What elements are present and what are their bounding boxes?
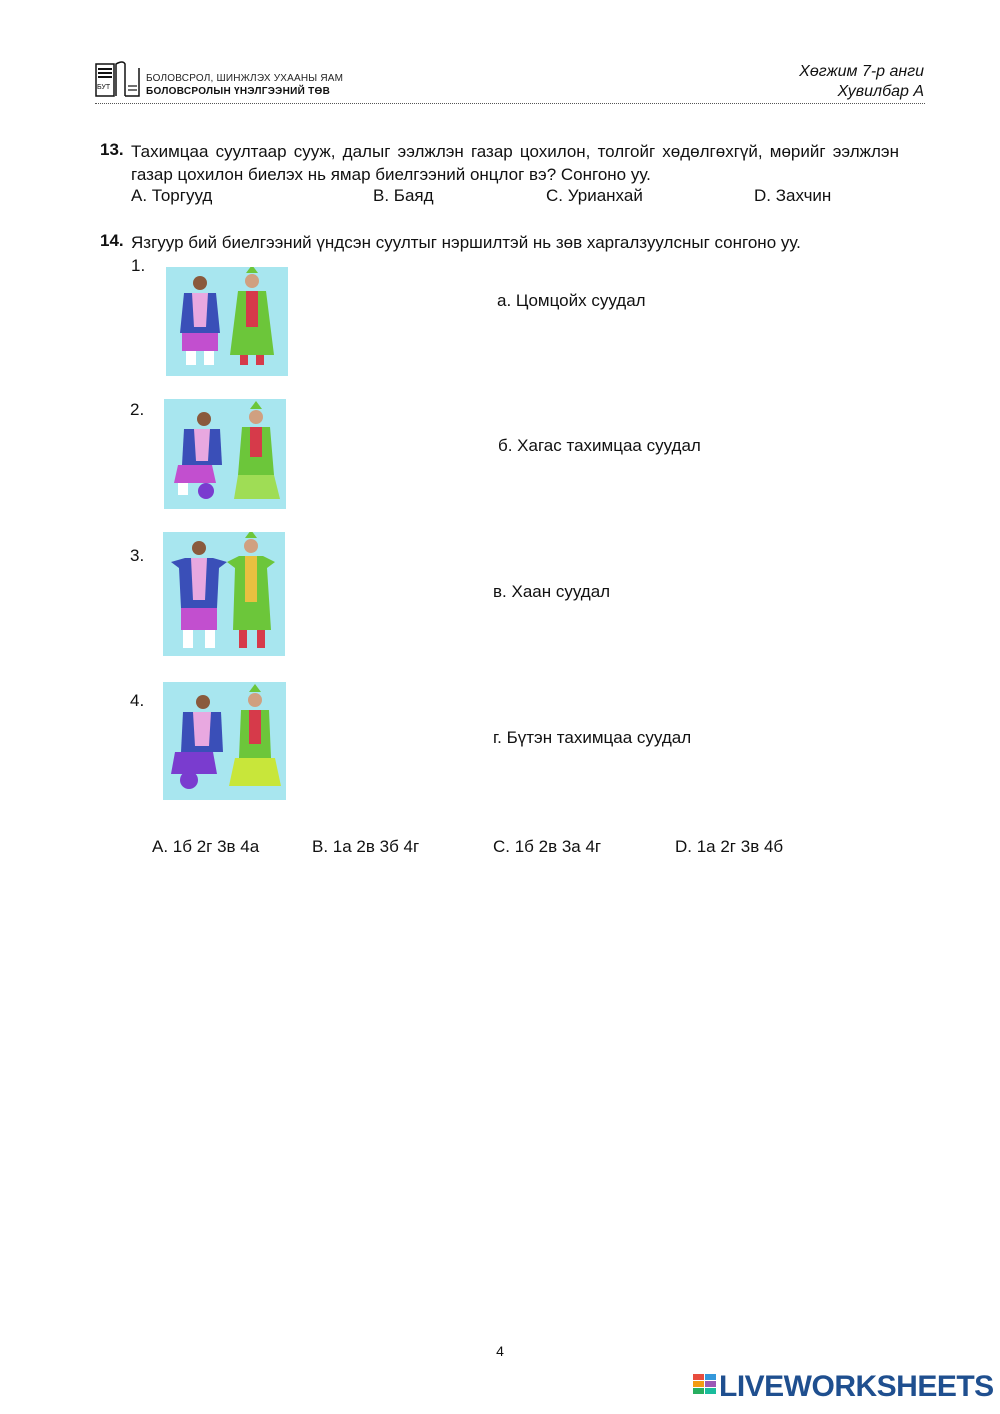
q13-option-c[interactable]: C. Урианхай <box>546 186 643 205</box>
org-line2: БОЛОВСРОЛЫН ҮНЭЛГЭЭНИЙ ТӨВ <box>146 86 331 97</box>
header-divider <box>95 103 925 104</box>
dance-pose-photo-3 <box>163 532 285 656</box>
liveworksheets-icon <box>693 1374 717 1400</box>
q13-option-b[interactable]: B. Баяд <box>373 186 434 205</box>
item-number: 1. <box>131 256 146 275</box>
q14-option-d[interactable]: D. 1а 2г 3в 4б <box>675 837 784 856</box>
match-label-c: в. Хаан суудал <box>493 582 611 601</box>
liveworksheets-logo <box>693 1370 994 1405</box>
q14-option-a[interactable]: A. 1б 2г 3в 4а <box>152 837 260 856</box>
q13-option-a[interactable]: A. Торгууд <box>131 186 213 205</box>
item-number: 4. <box>130 691 145 710</box>
dancers-image <box>163 532 285 656</box>
dancers-image <box>163 682 286 800</box>
match-label-b: б. Хагас тахимцаа суудал <box>498 436 701 455</box>
subject-title: Хөгжим 7-р анги <box>799 63 924 80</box>
q14-option-b[interactable]: B. 1а 2в 3б 4г <box>312 837 420 856</box>
question-text: Тахимцаа суултаар сууж, далыг ээлжлэн газар цохилон, толгойг хөдөлгөхгүй, мөрийг ээлжлэн газар цохилон биелэх нь ямар биелгээний онцлог вэ? Сонгоно уу. <box>131 142 899 184</box>
ministry-logo <box>95 60 141 98</box>
variant-title: Хувилбар А <box>837 83 924 100</box>
question-text: Язгуур бий биелгээний үндсэн суултыг нэршилтэй нь зөв харгалзуулсныг сонгоно уу. <box>131 233 801 252</box>
dancers-image <box>164 399 286 509</box>
org-line1: БОЛОВСРОЛ, ШИНЖЛЭХ УХААНЫ ЯАМ <box>146 73 344 84</box>
match-label-d: г. Бүтэн тахимцаа суудал <box>493 728 692 747</box>
book-logo-icon <box>95 60 141 98</box>
match-label-a: а. Цомцойх суудал <box>497 291 646 310</box>
q13-option-d[interactable]: D. Захчин <box>754 186 832 205</box>
dance-pose-photo-4 <box>163 682 286 800</box>
item-number: 2. <box>130 400 145 419</box>
q14-option-c[interactable]: C. 1б 2в 3а 4г <box>493 837 602 856</box>
liveworksheets-wordmark: LIVEWORKSHEETS <box>719 1370 994 1403</box>
dance-pose-photo-1 <box>166 267 288 376</box>
page-number: 4 <box>496 1343 504 1359</box>
item-number: 3. <box>130 546 145 565</box>
question-number: 14. <box>100 231 124 250</box>
question-number: 13. <box>100 140 124 159</box>
logo-caption: БУТ <box>97 84 111 91</box>
dance-pose-photo-2 <box>164 399 286 509</box>
dancers-image <box>166 267 288 376</box>
